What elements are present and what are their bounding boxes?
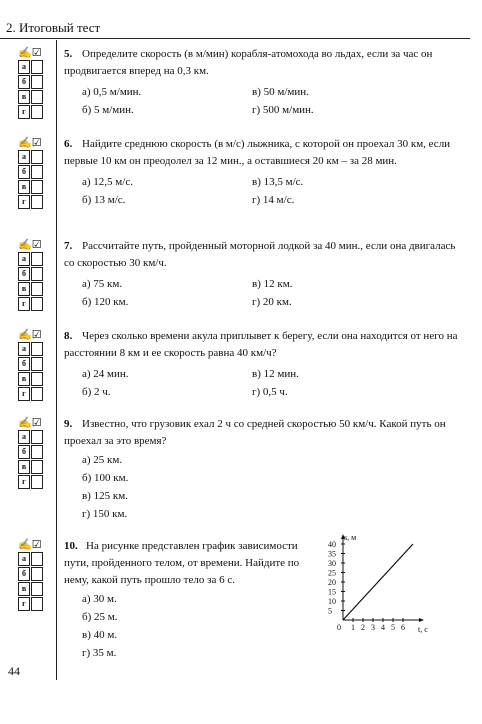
question-number: 7. xyxy=(64,240,73,252)
answer-option[interactable]: а) 12,5 м/с. xyxy=(82,176,133,188)
option-b-cell[interactable]: б xyxy=(18,267,30,281)
option-g-checkbox[interactable] xyxy=(31,105,43,119)
y-tick-label: 20 xyxy=(328,578,336,587)
option-g-cell[interactable]: г xyxy=(18,195,30,209)
option-a-checkbox[interactable] xyxy=(31,150,43,164)
question-number: 8. xyxy=(64,330,73,342)
question-text: Найдите среднюю скорость (в м/с) лыжника, с которой он проехал 30 км, если первые 10 км он преодолел за 12 мин., а оставшиеся 20 км – за 28 мин. xyxy=(64,138,451,167)
question-body xyxy=(64,416,459,524)
x-tick-label: 2 xyxy=(361,623,365,632)
answer-box xyxy=(12,136,52,210)
answer-grid xyxy=(82,174,459,210)
answer-box xyxy=(12,328,52,402)
answer-option[interactable]: в) 12 мин. xyxy=(252,368,299,380)
answer-option[interactable]: а) 30 м. xyxy=(82,593,117,605)
y-tick-label: 10 xyxy=(328,597,336,606)
answer-box xyxy=(12,46,52,120)
option-b-checkbox[interactable] xyxy=(31,75,43,89)
answer-option[interactable]: в) 13,5 м/с. xyxy=(252,176,304,188)
y-tick-labels xyxy=(328,540,345,616)
question-body xyxy=(64,46,459,120)
answer-option[interactable]: г) 500 м/мин. xyxy=(252,104,314,116)
y-tick-label: 35 xyxy=(328,549,336,559)
option-b-cell[interactable]: б xyxy=(18,357,30,371)
option-g-cell[interactable]: г xyxy=(18,105,30,119)
option-b-checkbox[interactable] xyxy=(31,567,43,581)
answer-grid xyxy=(82,84,459,120)
option-g-checkbox[interactable] xyxy=(31,297,43,311)
answer-option[interactable]: б) 100 км. xyxy=(82,472,129,484)
question-number: 5. xyxy=(64,48,73,60)
option-g-checkbox[interactable] xyxy=(31,597,43,611)
pen-check-icon: ✍☑ xyxy=(18,137,42,149)
y-tick-label: 5 xyxy=(328,606,332,616)
question-number: 10. xyxy=(64,540,78,552)
option-b-cell[interactable]: б xyxy=(18,165,30,179)
option-b-cell[interactable]: б xyxy=(18,567,30,581)
x-tick-label: 4 xyxy=(381,623,385,632)
x-tick-label: 0 xyxy=(337,623,341,632)
option-g-cell[interactable]: г xyxy=(18,475,30,489)
answer-grid xyxy=(82,366,459,402)
answer-option[interactable]: в) 12 км. xyxy=(252,278,293,290)
option-b-checkbox[interactable] xyxy=(31,357,43,371)
option-v-checkbox[interactable] xyxy=(31,582,43,596)
answer-option[interactable]: б) 5 м/мин. xyxy=(82,104,134,116)
graph-xlabel: t, с xyxy=(418,625,428,634)
y-tick-label: 25 xyxy=(328,568,336,578)
option-v-cell[interactable]: в xyxy=(18,90,30,104)
option-b-cell[interactable]: б xyxy=(18,445,30,459)
pen-check-icon: ✍☑ xyxy=(18,417,42,429)
option-v-cell[interactable]: в xyxy=(18,180,30,194)
answer-option[interactable]: а) 24 мин. xyxy=(82,368,129,380)
question-number: 9. xyxy=(64,418,73,430)
header xyxy=(0,18,470,39)
question-body xyxy=(64,238,459,312)
question-text: Определите скорость (в м/мин) корабля-атомохода во льдах, если за час он продвигается вперед на 0,3 км. xyxy=(64,48,433,77)
question-text: Через сколько времени акула приплывет к берегу, если она находится от него на расстоянии 8 км и ее скорость равна 40 км/ч? xyxy=(64,330,458,359)
option-v-checkbox[interactable] xyxy=(31,372,43,386)
option-g-checkbox[interactable] xyxy=(31,387,43,401)
option-v-cell[interactable]: в xyxy=(18,460,30,474)
option-v-cell[interactable]: в xyxy=(18,372,30,386)
pen-check-icon: ✍☑ xyxy=(18,329,42,341)
question-body xyxy=(64,136,459,210)
option-a-checkbox[interactable] xyxy=(31,342,43,356)
answer-list xyxy=(82,452,459,524)
answer-option[interactable]: а) 75 км. xyxy=(82,278,123,290)
distance-time-graph xyxy=(318,532,438,642)
option-v-checkbox[interactable] xyxy=(31,90,43,104)
column-divider xyxy=(56,40,57,680)
option-v-checkbox[interactable] xyxy=(31,282,43,296)
option-a-cell[interactable]: а xyxy=(18,60,30,74)
question-text: Рассчитайте путь, пройденный моторной лодкой за 40 мин., если она двигалась со скоростью 30 км/ч. xyxy=(64,240,456,269)
option-g-cell[interactable]: г xyxy=(18,297,30,311)
x-tick-label: 6 xyxy=(401,623,405,632)
y-tick-label: 30 xyxy=(328,559,336,568)
option-v-checkbox[interactable] xyxy=(31,180,43,194)
answer-grid xyxy=(82,276,459,312)
y-tick-label: 15 xyxy=(328,587,336,597)
option-a-cell[interactable]: а xyxy=(18,552,30,566)
x-tick-label: 5 xyxy=(391,623,395,632)
option-b-checkbox[interactable] xyxy=(31,445,43,459)
answer-option[interactable]: а) 0,5 м/мин. xyxy=(82,86,142,98)
pen-check-icon: ✍☑ xyxy=(18,47,42,59)
answer-option[interactable]: а) 25 км. xyxy=(82,454,123,466)
graph-ylabel: s, м xyxy=(344,533,357,542)
distance-line xyxy=(343,544,413,620)
answer-option[interactable]: б) 120 км. xyxy=(82,296,129,308)
x-tick-label: 1 xyxy=(351,623,355,632)
answer-option[interactable]: б) 2 ч. xyxy=(82,386,111,398)
option-g-cell[interactable]: г xyxy=(18,597,30,611)
answer-option[interactable]: г) 0,5 ч. xyxy=(252,386,288,398)
option-g-checkbox[interactable] xyxy=(31,475,43,489)
pen-check-icon: ✍☑ xyxy=(18,239,42,251)
answer-option[interactable]: б) 13 м/с. xyxy=(82,194,126,206)
answer-option[interactable]: в) 50 м/мин. xyxy=(252,86,309,98)
question-text: На рисунке представлен график зависимости пути, пройденного телом, от времени. Найдите по нему, какой путь прошло тело за 6 с. xyxy=(64,540,300,586)
section-title: 2. Итоговый тест xyxy=(6,20,101,35)
answer-option[interactable]: в) 125 км. xyxy=(82,490,128,502)
option-b-cell[interactable]: б xyxy=(18,75,30,89)
answer-box xyxy=(12,238,52,312)
option-a-checkbox[interactable] xyxy=(31,552,43,566)
x-tick-label: 3 xyxy=(371,623,375,632)
question-body xyxy=(64,328,459,402)
answer-option[interactable]: в) 40 м. xyxy=(82,629,118,641)
answer-box xyxy=(12,538,52,612)
option-a-checkbox[interactable] xyxy=(31,252,43,266)
option-b-checkbox[interactable] xyxy=(31,267,43,281)
question-number: 6. xyxy=(64,138,73,150)
answer-option[interactable]: б) 25 м. xyxy=(82,611,118,623)
answer-option[interactable]: г) 20 км. xyxy=(252,296,292,308)
option-a-cell[interactable]: а xyxy=(18,150,30,164)
question-text: Известно, что грузовик ехал 2 ч со средней скоростью 50 км/ч. Какой путь он проехал за это время? xyxy=(64,418,446,447)
option-g-cell[interactable]: г xyxy=(18,387,30,401)
option-a-cell[interactable]: а xyxy=(18,430,30,444)
page-number: 44 xyxy=(8,664,20,678)
option-b-checkbox[interactable] xyxy=(31,165,43,179)
option-v-checkbox[interactable] xyxy=(31,460,43,474)
option-v-cell[interactable]: в xyxy=(18,282,30,296)
option-a-checkbox[interactable] xyxy=(31,60,43,74)
option-a-cell[interactable]: а xyxy=(18,342,30,356)
pen-check-icon: ✍☑ xyxy=(18,539,42,551)
option-v-cell[interactable]: в xyxy=(18,582,30,596)
y-tick-label: 40 xyxy=(328,540,336,549)
answer-option[interactable]: г) 35 м. xyxy=(82,647,117,659)
answer-option[interactable]: г) 150 км. xyxy=(82,508,128,520)
option-a-checkbox[interactable] xyxy=(31,430,43,444)
answer-option[interactable]: г) 14 м/с. xyxy=(252,194,295,206)
option-a-cell[interactable]: а xyxy=(18,252,30,266)
x-axis-arrow xyxy=(419,618,424,622)
answer-box xyxy=(12,416,52,490)
option-g-checkbox[interactable] xyxy=(31,195,43,209)
